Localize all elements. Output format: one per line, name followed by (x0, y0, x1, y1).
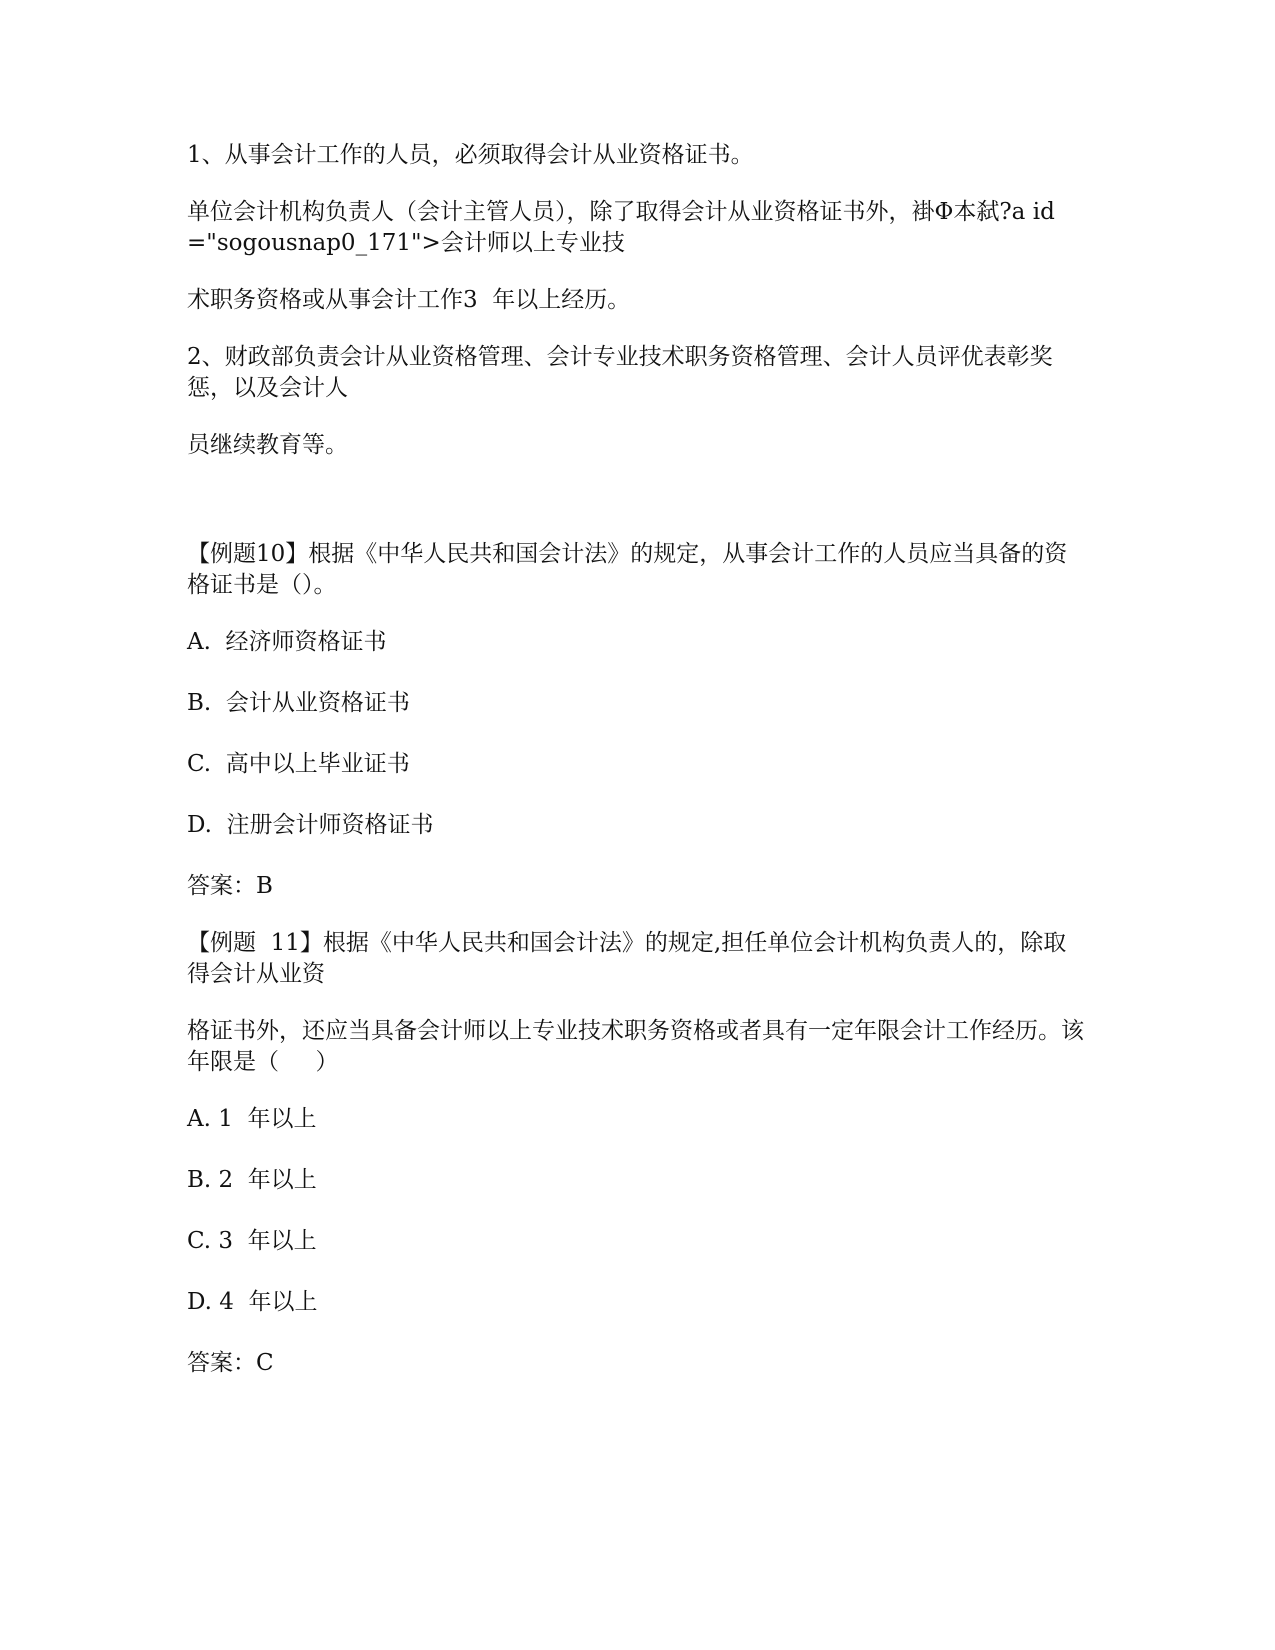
note-paragraph-2: 单位会计机构负责人（会计主管人员），除了取得会计从业资格证书外，褂Φ本弑?a id="sogousnap0_171">会计师以上专业技 (187, 199, 1055, 256)
document-content (187, 140, 1087, 1405)
note-paragraph-5: 员继续教育等。 (187, 432, 348, 458)
example-11-option-a: A. 1 年以上 (187, 1106, 317, 1132)
example-10-option-b: B. 会计从业资格证书 (187, 690, 410, 716)
example-11-question-line-2: 格证书外，还应当具备会计师以上专业技术职务资格或者具有一定年限会计工作经历。该年限是（ ） (187, 1018, 1084, 1075)
example-11-answer: 答案：C (187, 1350, 274, 1376)
example-10-option-a: A. 经济师资格证书 (187, 629, 387, 655)
example-10-question: 【例题10】根据《中华人民共和国会计法》的规定，从事会计工作的人员应当具备的资格证书是（）。 (187, 541, 1068, 598)
example-11-option-d: D. 4 年以上 (187, 1289, 318, 1315)
section-spacer (187, 487, 1087, 539)
note-paragraph-1: 1、从事会计工作的人员，必须取得会计从业资格证书。 (187, 142, 754, 168)
note-paragraph-4: 2、财政部负责会计从业资格管理、会计专业技术职务资格管理、会计人员评优表彰奖惩，以及会计人 (187, 344, 1053, 401)
example-11-option-c: C. 3 年以上 (187, 1228, 317, 1254)
example-11-question-line-1: 【例题 11】根据《中华人民共和国会计法》的规定,担任单位会计机构负责人的，除取得会计从业资 (187, 930, 1067, 987)
example-11-option-b: B. 2 年以上 (187, 1167, 317, 1193)
example-10-option-c: C. 高中以上毕业证书 (187, 751, 410, 777)
example-10-option-d: D. 注册会计师资格证书 (187, 812, 434, 838)
example-10-answer: 答案：B (187, 873, 273, 899)
note-paragraph-3: 术职务资格或从事会计工作3 年以上经历。 (187, 287, 631, 313)
